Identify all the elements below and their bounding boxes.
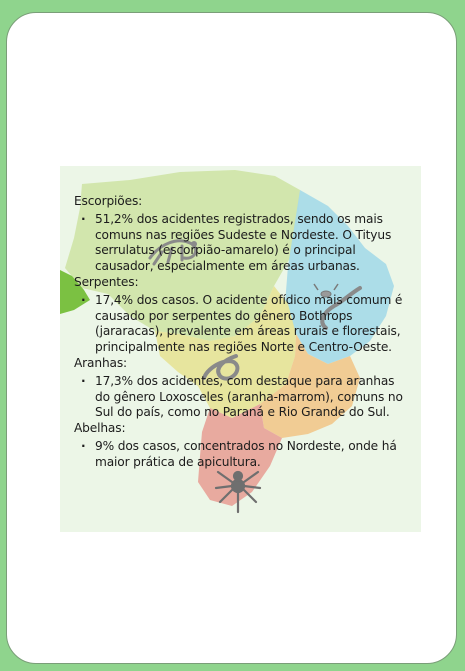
- list-item: · 51,2% dos acidentes registrados, sendo os mais comuns nas regiões Sudeste e Nordeste. O Tityus serrulatus (escorpião-amarelo) é o principal causador, especialmente em áreas urbanas.: [74, 212, 412, 275]
- section-title: Abelhas:: [74, 421, 126, 436]
- info-panel: [60, 166, 421, 532]
- list-item: · 17,4% dos casos. O acidente ofídico mais comum é causado por serpentes do gênero Bothrops (jararacas), prevalente em áreas rurais e florestais, principalmente nas regiões Norte e Centro-Oeste.: [74, 293, 412, 356]
- section-title: Escorpiões:: [74, 194, 143, 208]
- list-item: · 17,3% dos acidentes, com destaque para aranhas do gênero Loxosceles (aranha-marrom), comuns no Sul do país, como no Paraná e Rio Grande do Sul.: [74, 374, 412, 421]
- section-title: Serpentes:: [74, 274, 139, 289]
- section-scorpions: [74, 194, 412, 275]
- list-item: · 9% dos casos, concentrados no Nordeste, onde há maior prática de apicultura.: [74, 439, 412, 471]
- section-spiders: [74, 356, 412, 421]
- section-title: Aranhas:: [74, 355, 127, 370]
- section-bees: [74, 421, 412, 470]
- content-card: [6, 12, 457, 664]
- info-text: [74, 194, 412, 471]
- section-snakes: [74, 275, 412, 356]
